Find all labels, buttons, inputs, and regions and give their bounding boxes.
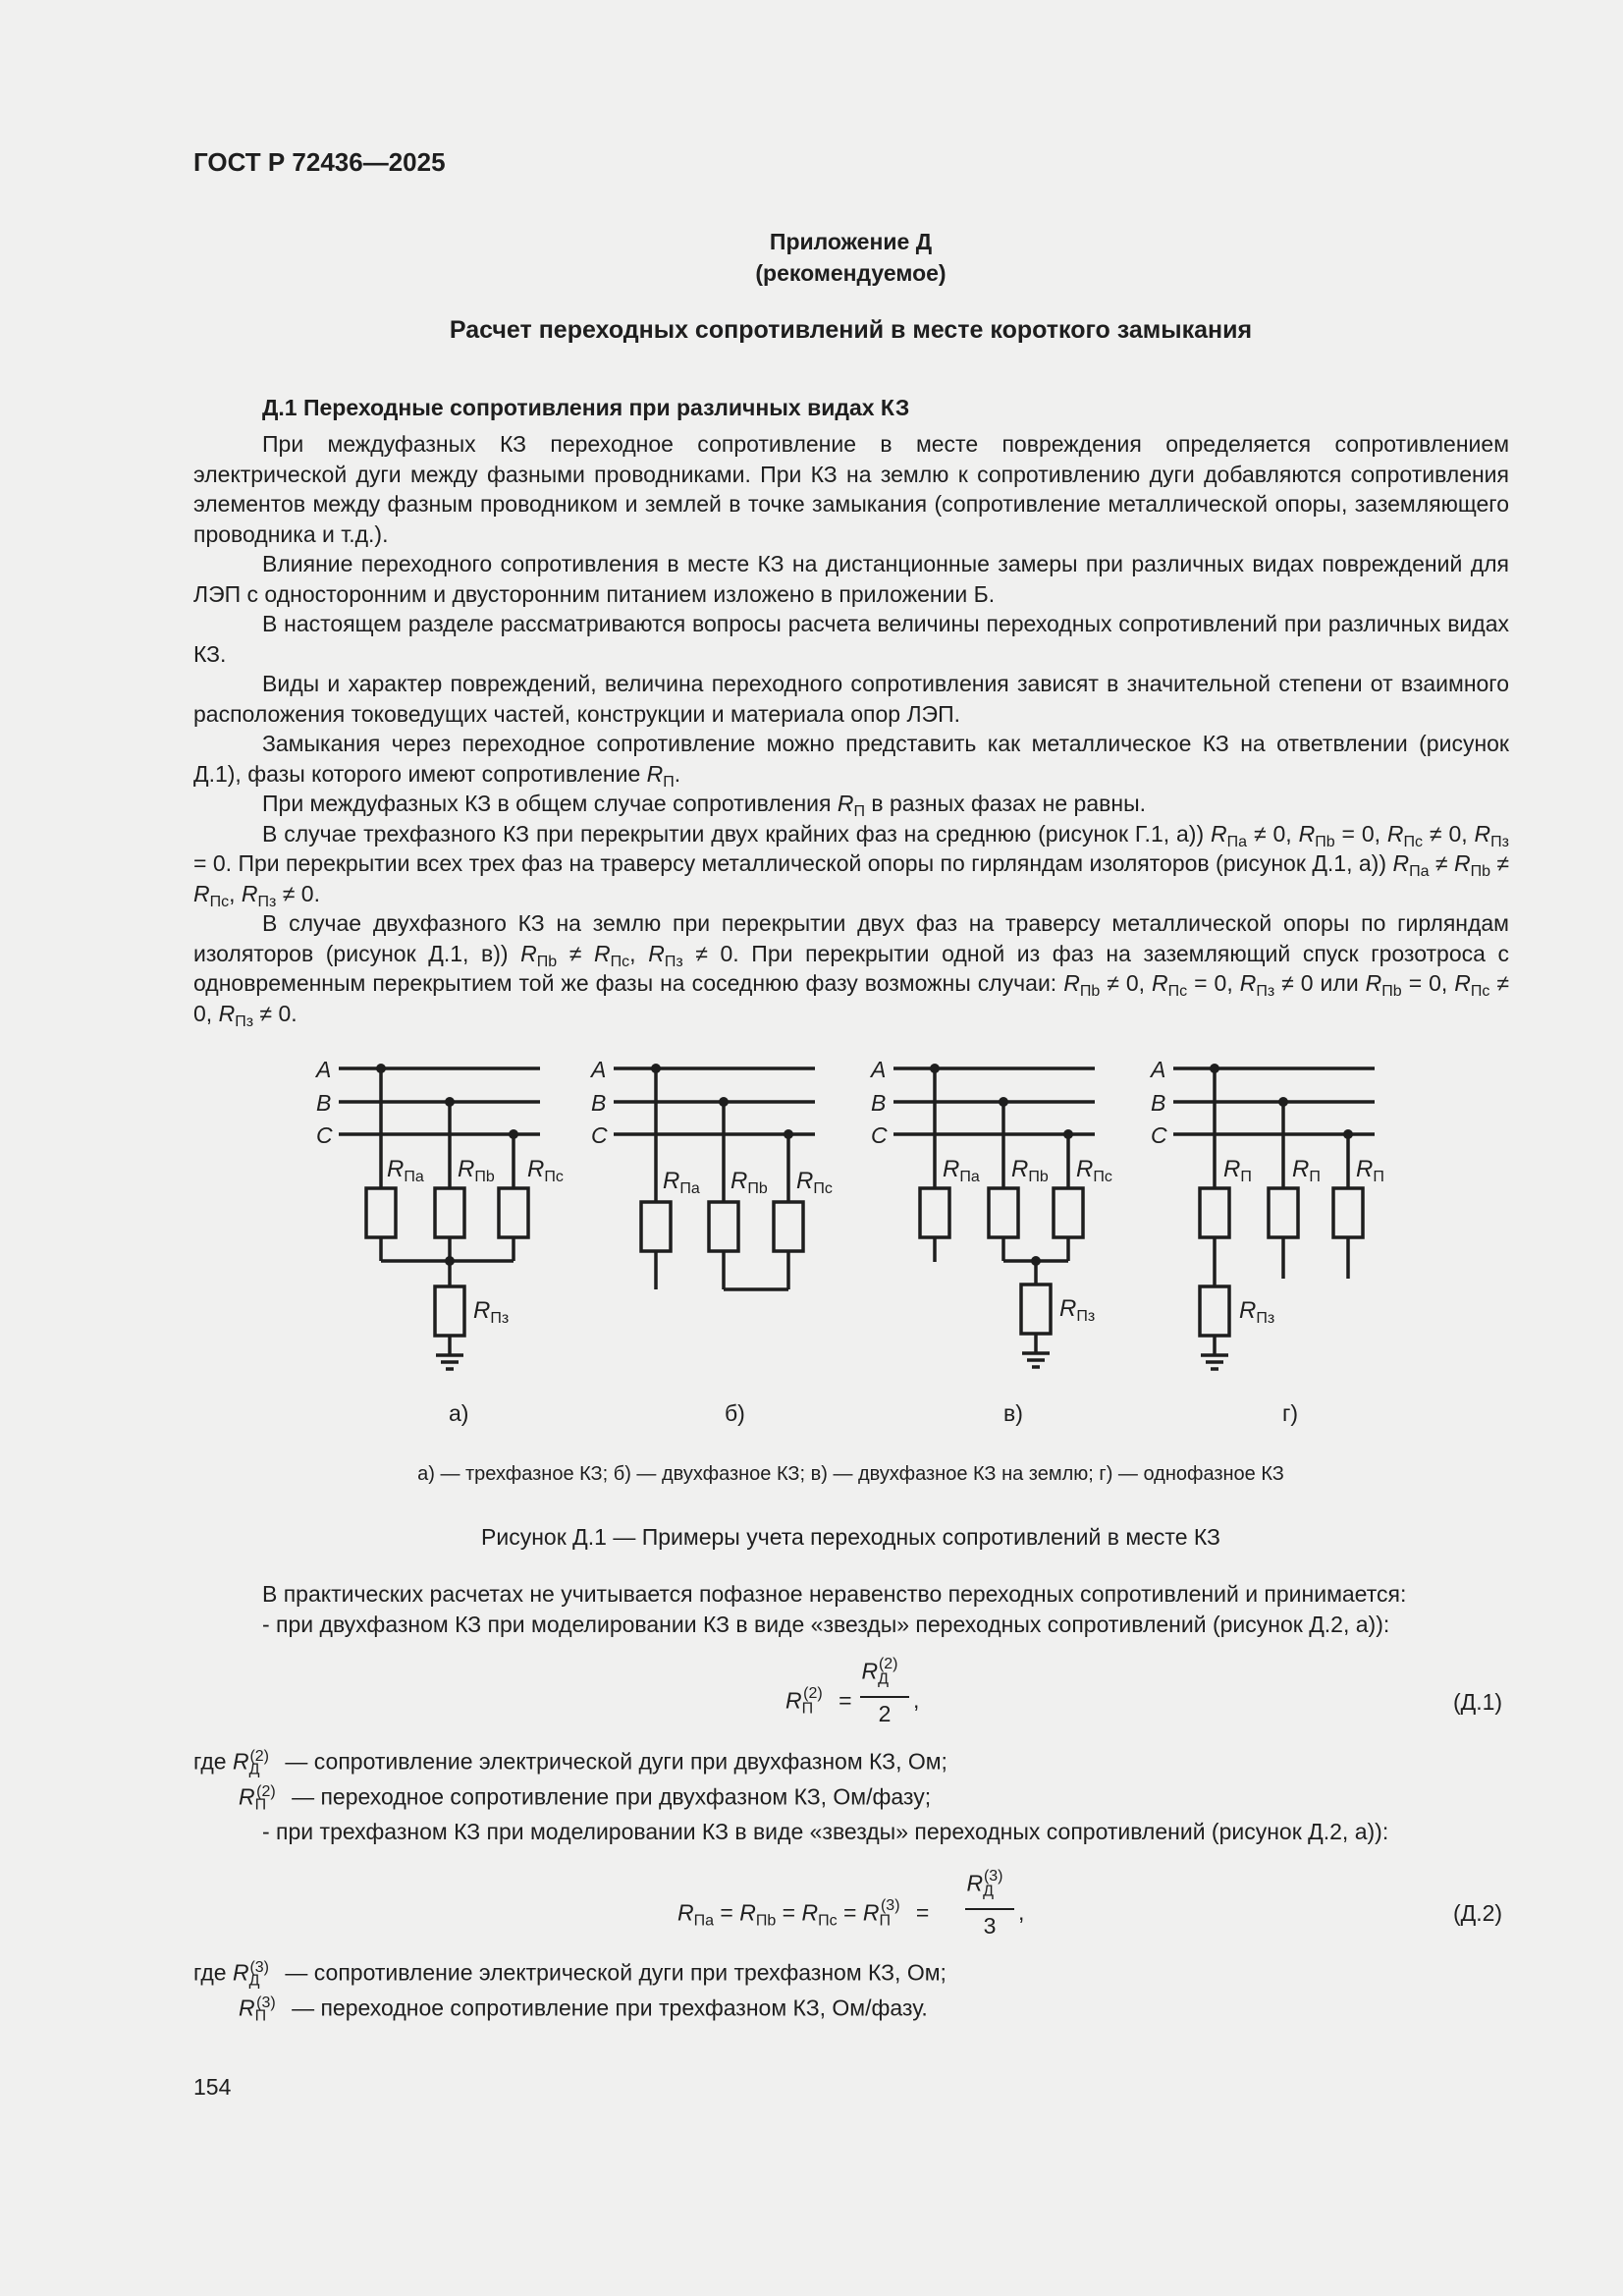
paragraph: В практических расчетах не учитывается пофазное неравенство переходных сопротивлений и принимается: (262, 1581, 1407, 1607)
panel-label: в) (1003, 1400, 1023, 1426)
paragraph: Замыкания через переходное сопротивление можно представить как металлическое КЗ на ответвлении (рисунок Д.1), фазы которого имеют сопротивление $R_П$. (193, 731, 1509, 791)
resistor-label: $R_{Пз}$ (473, 1297, 510, 1327)
document-header: ГОСТ Р 72436—2025 (193, 147, 446, 177)
schematic-b (614, 1068, 815, 1289)
paragraph: В случае трехфазного КЗ при перекрытии двух крайних фаз на среднюю (рисунок Г.1, а)) $R_{Па} \ne 0$, $R_{Пb} = 0$, $R_{Пс} \ne 0$, $R_{Пз} = 0$. При перекрытии всех трех фаз на траверсу металлической опоры по гирляндам изоляторов (рисунок Д.1, а)) $R_{Па} \ne R_{Пb} \ne R_{Пс}$, $R_{Пз} \ne 0$. (193, 820, 1510, 910)
resistor-label: $R_{Пс}$ (1076, 1156, 1112, 1185)
phase-label: B (316, 1090, 332, 1116)
equation-number: (Д.2) (1453, 1900, 1503, 1926)
resistor-label: $R_{Пз}$ (1059, 1295, 1096, 1325)
resistor-label: $R_{Пс}$ (527, 1156, 564, 1185)
phase-label: C (316, 1122, 333, 1148)
figure-d1-schematics (295, 1051, 1404, 1453)
resistor-label: $R_{Па}$ (943, 1156, 980, 1185)
annex-status: (рекомендуемое) (755, 260, 947, 286)
figure-legend: а) — трехфазное КЗ; б) — двухфазное КЗ; в) — двухфазное КЗ на землю; г) — однофазное КЗ (417, 1463, 1284, 1485)
paragraph: В настоящем разделе рассматриваются вопросы расчета величины переходных сопротивлений при различных видах КЗ. (193, 611, 1509, 667)
phase-label: B (1151, 1090, 1166, 1116)
resistor-label: $R_{Пb}$ (458, 1156, 495, 1185)
resistor-label: $R_П$ (1356, 1156, 1384, 1185)
phase-label: B (871, 1090, 887, 1116)
phase-label: A (1151, 1057, 1166, 1082)
resistor-label: $R_{Пb}$ (1011, 1156, 1049, 1185)
panel-label: б) (725, 1400, 745, 1426)
resistor-label: $R_{Пс}$ (796, 1168, 833, 1197)
annex-heading (0, 226, 1623, 289)
resistor-label: $R_П$ (1292, 1156, 1321, 1185)
paragraph: - при двухфазном КЗ при моделировании КЗ в виде «звезды» переходных сопротивлений (рисунок Д.2, а)): (262, 1612, 1390, 1637)
schematic-v (893, 1068, 1095, 1367)
phase-label: A (591, 1057, 607, 1082)
equation-number: (Д.1) (1453, 1689, 1503, 1715)
paragraph: В случае двухфазного КЗ на землю при перекрытии двух фаз на траверсу металлической опоры по гирляндам изоляторов (рисунок Д.1, в)) $R_{Пb} \ne R_{Пс}$, $R_{Пз} \ne 0$. При перекрытии одной из фаз на заземляющий спуск грозотроса с одновременным перекрытием той же фазы на соседнюю фазу возможны случаи: $R_{Пb} \ne 0$, $R_{Пс} = 0$, $R_{Пз} \ne 0$ или $R_{Пb} = 0$, $R_{Пс} \ne 0$, $R_{Пз} \ne 0$. (193, 910, 1510, 1030)
paragraph: При междуфазных КЗ переходное сопротивление в месте повреждения определяется сопротивлением электрической дуги между фазными проводниками. При КЗ на землю к сопротивлению дуги добавляются сопротивления элементов между фазным проводником и землей в точке замыкания (сопротивление металлической опоры, заземляющего проводника и т.д.). (193, 431, 1509, 547)
resistor-label: $R_{Пb}$ (730, 1168, 768, 1197)
resistor-label: $R_{Пз}$ (1239, 1297, 1275, 1327)
phase-label: B (591, 1090, 607, 1116)
page-number: 154 (193, 2074, 232, 2100)
resistor-label: $R_П$ (1223, 1156, 1252, 1185)
phase-label: C (871, 1122, 888, 1148)
paragraph: При междуфазных КЗ в общем случае сопротивления $R_П$ в разных фазах не равны. (262, 791, 1146, 820)
schematic-a (339, 1068, 540, 1369)
annex-main-title: Расчет переходных сопротивлений в месте короткого замыкания (449, 316, 1253, 344)
paragraph: Виды и характер повреждений, величина переходного сопротивления зависят в значительной степени от взаимного расположения токоведущих частей, конструкции и материала опор ЛЭП. (193, 671, 1509, 727)
figure-caption: Рисунок Д.1 — Примеры учета переходных сопротивлений в месте КЗ (481, 1524, 1220, 1550)
practical-text (193, 1579, 1509, 1640)
resistor-label: $R_{Па}$ (387, 1156, 424, 1185)
body-text (193, 429, 1509, 1028)
panel-label: а) (449, 1400, 469, 1426)
section-heading: Д.1 Переходные сопротивления при различных видах КЗ (262, 395, 910, 420)
phase-label: C (1151, 1122, 1167, 1148)
annex-title: Приложение Д (769, 229, 933, 254)
phase-label: A (316, 1057, 332, 1082)
resistor-label: $R_{Па}$ (663, 1168, 700, 1197)
paragraph: Влияние переходного сопротивления в месте КЗ на дистанционные замеры при различных видах повреждений для ЛЭП с односторонним и двусторонним питанием изложено в приложении Б. (193, 551, 1509, 607)
phase-label: C (591, 1122, 608, 1148)
phase-label: A (871, 1057, 887, 1082)
panel-label: г) (1282, 1400, 1299, 1426)
